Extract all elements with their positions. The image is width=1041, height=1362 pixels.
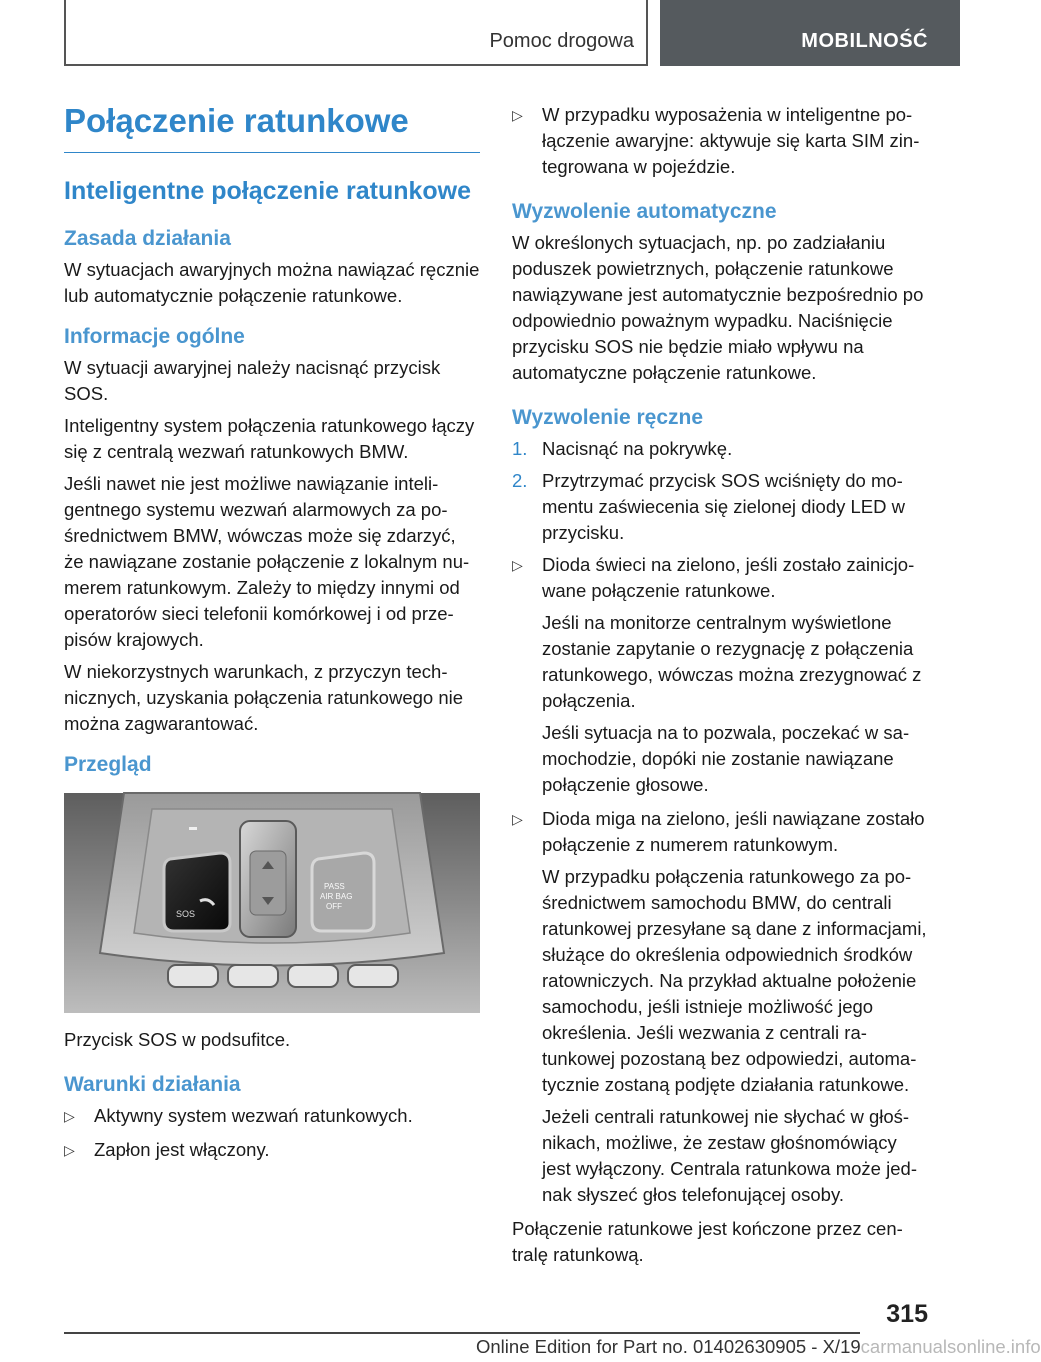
triangle-bullet-icon: ▷ [64,1108,75,1124]
section-tab [64,0,648,66]
list-item: ▷ Zapłon jest włączony. [64,1137,480,1163]
page-title: Połączenie ratunkowe [64,100,480,153]
zasada-heading: Zasada działania [64,227,231,250]
svg-text:PASS: PASS [324,882,345,891]
info-heading: Informacje ogólne [64,325,245,348]
info-paragraph-3: Jeśli nawet nie jest możliwe nawiązanie inteligentnego systemu wezwań alarmowych za pośrednictwem BMW, wówczas może się zdarzyć, że nawiązane zostanie połączenie z lokalnym numerem ratunkowym. Zależy to między innymi od operatorów sieci telefonii komórkowej i od przepisów krajowych. [64,473,470,650]
auto-heading: Wyzwolenie automatyczne [512,200,777,223]
blink-paragraph-2: Jeżeli centrali ratunkowej nie słychać w głośnikach, możliwe, że zestaw głośnomówiący jest wyłączony. Centrala ratunkowa może jednak słyszeć głos telefonującej osoby. [542,1106,917,1205]
closing-text: Połączenie ratunkowe jest kończone przez centralę ratunkową. [512,1218,903,1265]
airbag-indicator [312,853,374,931]
triangle-bullet-icon: ▷ [512,811,523,827]
photo-caption: Przycisk SOS w podsufitce. [64,1029,291,1050]
green-paragraph-2: Jeśli sytuacja na to pozwala, poczekać w samochodzie, dopóki nie zostanie nawiązane połączenie głosowe. [542,722,910,795]
left-column [64,100,480,1171]
conditions-list [64,1103,480,1163]
zasada-text: W sytuacjach awaryjnych można nawiązać ręcznie lub automatycznie połączenie ratunkowe. [64,259,480,306]
triangle-bullet-icon: ▷ [512,107,523,123]
list-item: ▷ W przypadku wyposażenia w inteligentne połączenie awaryjne: aktywuje się karta SIM zintegrowana w pojeździe. [512,104,920,177]
svg-text:AIR BAG: AIR BAG [320,892,353,901]
info-paragraph-2: Inteligentny system połączenia ratunkowego łączy się z centralą wezwań ratunkowych BMW. [64,415,475,462]
cover-flap [240,821,296,937]
list-item: 1. Nacisnąć na pokrywkę. [512,438,733,459]
chapter-label: MOBILNOŚĆ [801,30,928,52]
triangle-bullet-icon: ▷ [64,1142,75,1158]
warunki-heading: Warunki działania [64,1073,241,1096]
section-heading: Inteligentne połączenie ratunkowe [64,177,472,205]
watermark: carmanualsonline.info [860,1336,1041,1357]
green-paragraph-1: Jeśli na monitorze centralnym wyświetlone zostanie zapytanie o rezygnację z połączenia ratunkowego, wówczas można zrezygnować z połączenia. [542,612,922,711]
page-header [64,0,960,66]
svg-text:SOS: SOS [176,909,196,919]
steps-list [512,436,928,546]
sos-button-photo [64,793,480,1013]
right-column [512,100,928,1274]
chapter-tab [660,0,960,66]
info-paragraph-4: W niekorzystnych warunkach, z przyczyn technicznych, uzyskania połączenia ratunkowego nie można zagwarantować. [64,661,464,734]
page-number: 315 [886,1300,928,1328]
sos-button [164,853,230,931]
section-label: Pomoc drogowa [489,30,634,52]
svg-text:OFF: OFF [326,902,342,911]
przeglad-heading: Przegląd [64,753,152,776]
list-item: ▷ Dioda świeci na zielono, jeśli zostało zainicjowane połączenie ratunkowe. Jeśli na monitorze centralnym wyświetlone zostanie zapytanie o rezygnację z połączenia ratunkowego, wówczas można zrezygnować z połączenia. Jeśli sytuacja na to pozwala, poczekać w samochodzie, dopóki nie zostanie nawiązane połączenie głosowe. [512,552,928,798]
info-paragraph-1: W sytuacji awaryjnej należy nacisnąć przycisk SOS. [64,357,441,404]
auto-text: W określonych sytuacjach, np. po zadziałaniu poduszek powietrznych, połączenie ratunkowe nawiązywane jest automatycznie bezpośrednio po odpowiednio poważnym wypadku. Naciśnięcie przycisku SOS nie będzie miało wpływu na automatyczne połączenie ratunkowe. [512,232,924,383]
triangle-bullet-icon: ▷ [512,557,523,573]
list-item: ▷ Dioda miga na zielono, jeśli nawiązane zostało połączenie z numerem ratunkowym. W przypadku połączenia ratunkowego za pośrednictwem samochodu BMW, do centrali ratunkowej przesyłane są dane z informacjami, służące do określenia odpowiednich środków ratowniczych. Na przykład aktualne położenie samochodu, jeśli istnieje możliwość jego określenia. Jeśli wezwania z centrali ratunkowej pozostaną bez odpowiedzi, automatycznie zostaną podjęte działania ratunkowe. Jeżeli centrali ratunkowej nie słychać w głośnikach, możliwe, że zestaw głośnomówiący jest wyłączony. Centrala ratunkowa może jednak słyszeć głos telefonującej osoby. [512,806,928,1208]
list-item: ▷ Aktywny system wezwań ratunkowych. [64,1103,480,1129]
sim-list [512,102,928,180]
led-status-list [512,552,928,1208]
footer-divider [64,1332,860,1334]
manual-heading: Wyzwolenie ręczne [512,406,704,429]
footer-edition: Online Edition for Part no. 01402630905 - X/19carmanualsonline.info [476,1336,1041,1357]
blink-paragraph-1: W przypadku połączenia ratunkowego za pośrednictwem samochodu BMW, do centrali ratunkowej przesyłane są dane z informacjami, służące do określenia odpowiednich środków ratowniczych. Na przykład aktualne położenie samochodu, jeśli istnieje możliwość jego określenia. Jeśli wezwania z centrali ratunkowej pozostaną bez odpowiedzi, automatycznie zostaną podjęte działania ratunkowe. [542,866,927,1095]
list-item: 2. Przytrzymać przycisk SOS wciśnięty do momentu zaświecenia się zielonej diody LED w przycisku. [512,470,905,543]
